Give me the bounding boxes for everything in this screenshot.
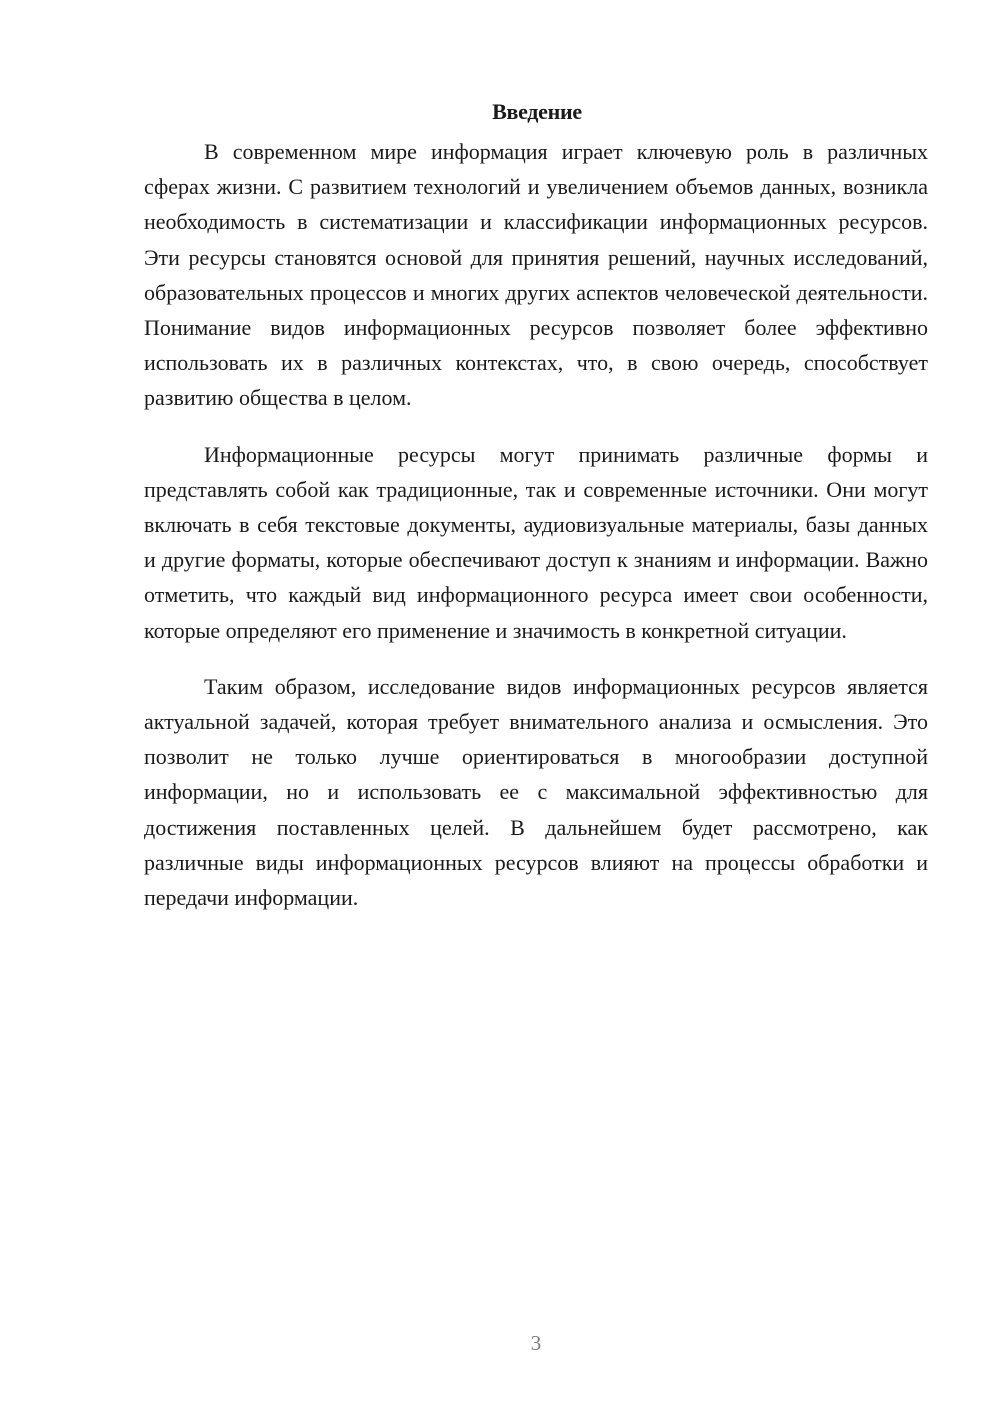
page-number: 3 bbox=[530, 1331, 542, 1355]
paragraph-resource-forms: Информационные ресурсы могут принимать различные формы и представлять собой как традиционные, так и современные источники. Они могут включать в себя текстовые документы, аудиовизуальные материалы, базы данных и другие форматы, которые обеспечивают доступ к знаниям и информации. Важно отметить, что каждый вид информационного ресурса имеет свои особенности, которые определяют его применение и значимость в конкретной ситуации. bbox=[144, 441, 928, 643]
page-title: Введение bbox=[492, 99, 582, 124]
paragraph-intro: В современном мире информация играет ключевую роль в различных сферах жизни. С развитием технологий и увеличением объемов данных, возникла необходимость в систематизации и классификации информационных ресурсов. Эти ресурсы становятся основой для принятия решений, научных исследований, образовательных процессов и многих других аспектов человеческой деятельности. Понимание видов информационных ресурсов позволяет более эффективно использовать их в различных контекстах, что, в свою очередь, способствует развитию общества в целом. bbox=[144, 139, 928, 411]
document-body bbox=[144, 92, 928, 915]
paragraph-conclusion: Таким образом, исследование видов информационных ресурсов является актуальной задачей, которая требует внимательного анализа и осмысления. Это позволит не только лучше ориентироваться в многообразии доступной информации, но и использовать ее с максимальной эффективностью для достижения поставленных целей. В дальнейшем будет рассмотрено, как различные виды информационных ресурсов влияют на процессы обработки и передачи информации. bbox=[144, 673, 928, 911]
